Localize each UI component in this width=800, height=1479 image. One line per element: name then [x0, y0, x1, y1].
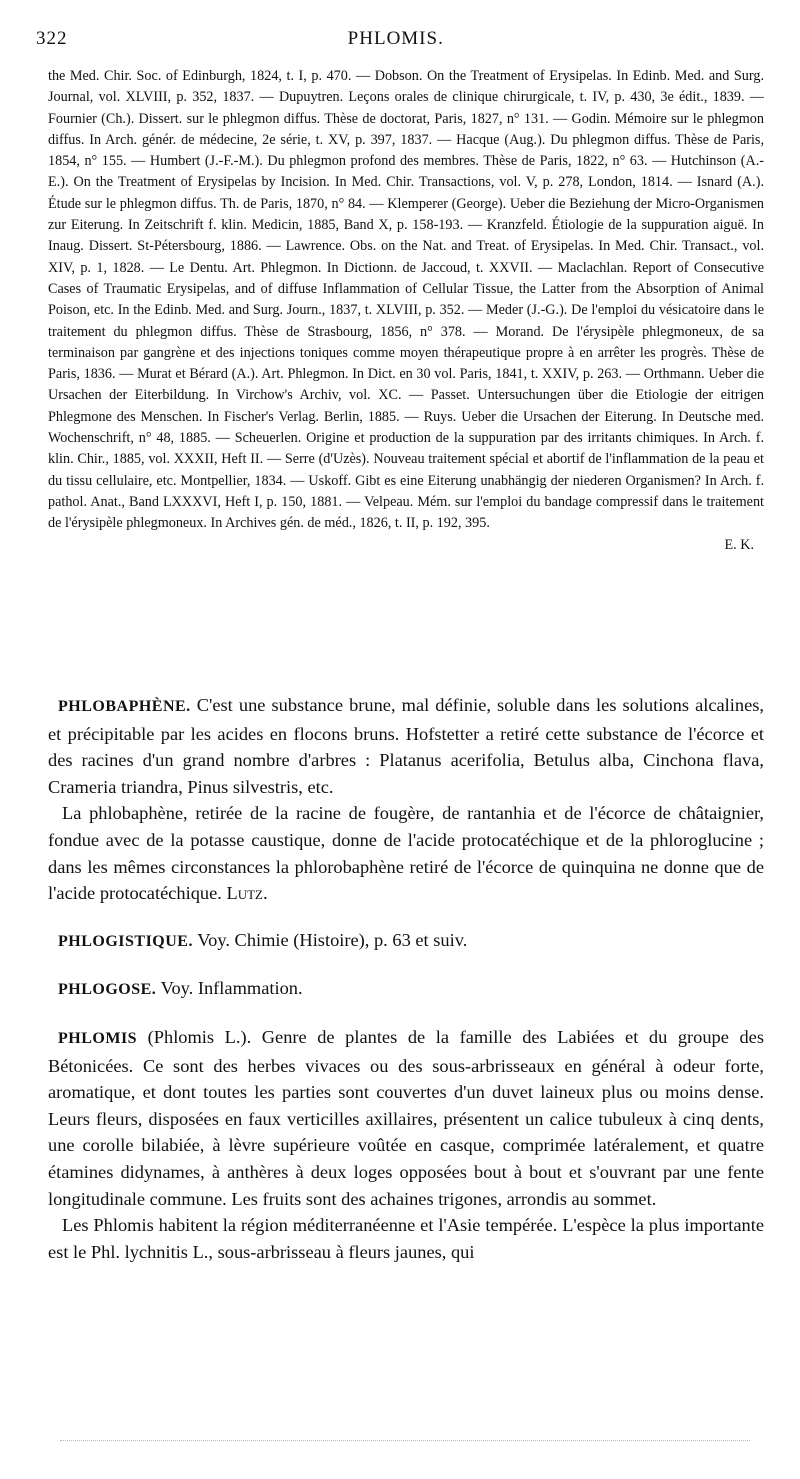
entry-text: C'est une substance brune, mal définie, soluble dans les solutions alcalines, et précipitable par les acides en flocons bruns. Hofstetter a retiré cette substance de l'écorce et des racines d'un grand nombre d'arbres : Platanus acerifolia, Betulus alba, Cinchona flava, Crameria triandra, Pinus silvestris, etc. [48, 695, 764, 797]
bottom-rule [60, 1440, 750, 1441]
bibliography-block [48, 66, 764, 556]
running-title: PHLOMIS. [347, 28, 444, 49]
entry-author: Lutz. [226, 883, 268, 904]
entry-paragraph [48, 1212, 764, 1265]
entry-headword: PHLOGOSE. [58, 981, 157, 999]
entry-paragraph [48, 927, 764, 956]
entry-phlogistique [48, 927, 764, 956]
entry-headword: PHLOMIS [58, 1029, 138, 1047]
bibliography-signature: E. K. [724, 536, 754, 553]
entry-paragraph [48, 975, 764, 1004]
page-number: 322 [36, 28, 68, 49]
entry-text: (Phlomis L.). Genre de plantes de la famille des Labiées et du groupe des Bétonicées. Ce sont des herbes vivaces ou des sous-arbrisseaux en général à odeur forte, aromatique, et dont toutes les parties sont couvertes d'un duvet laineux plus ou moins dense. Leurs fleurs, disposées en faux verticilles axillaires, présentent un calice tubuleux à cinq dents, une corolle bilabiée, à lèvre supérieure voûtée en casque, comprimée latéralement, et quatre étamines didynames, à anthères à deux loges opposées bout à bout et s'ouvrant par une fente longitudinale commune. Les fruits sont des achaines trigones, arrondis au sommet. [48, 1026, 764, 1209]
entry-headword: PHLOGISTIQUE. [58, 932, 193, 950]
dictionary-entries [48, 692, 764, 1285]
entry-text: Voy. Chimie (Histoire), p. 63 et suiv. [197, 929, 468, 950]
running-header [36, 28, 764, 54]
entry-paragraph [48, 1024, 764, 1212]
entry-headword: PHLOBAPHÈNE. [58, 698, 191, 715]
entry-phlogose [48, 975, 764, 1004]
bibliography-text: the Med. Chir. Soc. of Edinburgh, 1824, t. I, p. 470. — Dobson. On the Treatment of Erysipelas. In Edinb. Med. and Surg. Journal, vol. XLVIII, p. 352, 1837. — Dupuytren. Leçons orales de clinique chirurgicale, t. IV, p. 430, 3e édit., 1839. — Fournier (Ch.). Dissert. sur le phlegmon diffus. Thèse de doctorat, Paris, 1827, n° 131. — Godin. Mémoire sur le phlegmon diffus. In Arch. génér. de médecine, 2e série, t. XV, p. 397, 1837. — Hacque (Aug.). Du phlegmon diffus. Thèse de Paris, 1854, n° 155. — Humbert (J.-F.-M.). Du phlegmon profond des membres. Thèse de Paris, 1822, n° 63. — Hutchinson (A.-E.). On the Treatment of Erysipelas by Incision. In Med. Chir. Transactions, vol. V, p. 278, London, 1814. — Isnard (A.). Étude sur le phlegmon diffus. Th. de Paris, 1870, n° 84. — Klemperer (George). Ueber die Beziehung der Micro-Organismen zur Eiterung. In Zeitschrift f. klin. Medicin, 1885, Band X, p. 158-193. — Kranzfeld. Étiologie de la suppuration aiguë. In Inaug. Dissert. St-Pétersbourg, 1886. — Lawrence. Obs. on the Nat. and Treat. of Erysipelas. In Med. Chir. Transact., vol. XIV, p. 1, 1828. — Le Dentu. Art. Phlegmon. In Dictionn. de Jaccoud, t. XXVII. — Maclachlan. Report of Consecutive Cases of Traumatic Erysipelas, and of diffuse Inflammation of Cellular Tissue, the Latter from the Absorption of Animal Poison, etc. In the Edinb. Med. and Surg. Journ., 1837, t. XLVIII, p. 352. — Meder (J.-G.). De l'emploi du vésicatoire dans le traitement du phlegmon diffus. Thèse de Strasbourg, 1856, n° 378. — Morand. De l'érysipèle phlegmoneux, de sa terminaison par gangrène et des injections toniques comme moyen thérapeutique propre à en arrêter les progrès. Thèse de Paris, 1836. — Murat et Bérard (A.). Art. Phlegmon. In Dict. en 30 vol. Paris, 1841, t. XXIV, p. 263. — Orthmann. Ueber die Ursachen der Eiterbildung. In Virchow's Archiv, vol. XC. — Passet. Untersuchungen über die Etiologie der eitrigen Phlegmone des Menschen. In Fischer's Verlag. Berlin, 1885. — Ruys. Ueber die Ursachen der Eiterung. In Deutsche med. Wochenschrift, n° 48, 1885. — Scheuerlen. Origine et production de la suppuration par des irritants chimiques. In Arch. f. klin. Chir., 1885, vol. XXXII, Heft II. — Serre (d'Uzès). Nouveau traitement spécial et abortif de l'inflammation de la peau et du tissu cellulaire, etc. Montpellier, 1834. — Uskoff. Gibt es eine Eiterung unabhängig der niederen Organismen? In Arch. f. pathol. Anat., Band LXXXVI, Heft I, p. 150, 1881. — Velpeau. Mém. sur l'emploi du bandage compressif dans le traitement de l'érysipèle phlegmoneux. In Archives gén. de méd., 1826, t. II, p. 192, 395. [48, 68, 764, 532]
entry-text: La phlobaphène, retirée de la racine de fougère, de rantanhia et de l'écorce de châtaignier, fondue avec de la potasse caustique, donne de l'acide protocatéchique et de la phloroglucine ; dans les mêmes circonstances la phlorobaphène retiré de l'écorce de quinquina ne donne que de l'acide protocatéchique. [48, 803, 764, 904]
entry-text: Voy. Inflammation. [160, 978, 303, 999]
entry-text: Les Phlomis habitent la région méditerranéenne et l'Asie tempérée. L'espèce la plus importante est le Phl. lychnitis L., sous-arbrisseau à fleurs jaunes, qui [48, 1215, 764, 1262]
entry-paragraph [48, 692, 764, 800]
entry-phlomis [48, 1024, 764, 1265]
entry-phlobaphene [48, 692, 764, 907]
entry-paragraph [48, 800, 764, 906]
